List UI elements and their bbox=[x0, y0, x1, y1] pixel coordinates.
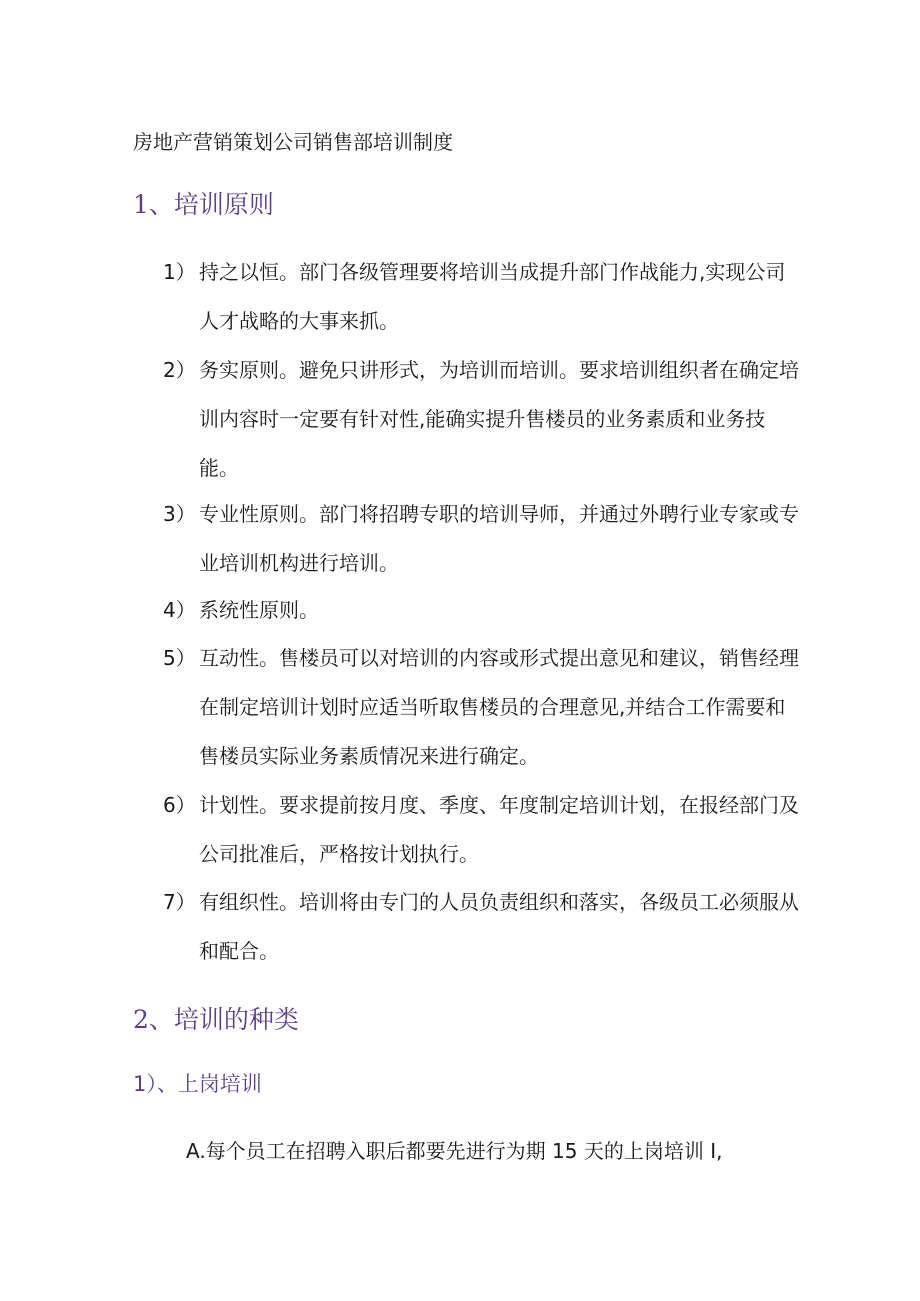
paragraph-onboarding: A.每个员工在招聘入职后都要先进行为期 15 天的上岗培训 I, bbox=[186, 1139, 723, 1163]
list-item-text: 务实原则。避免只讲形式，为培训而培训。要求培训组织者在确定培训内容时一定要有针对性,能确实提升售楼员的业务素质和业务技能。 bbox=[199, 358, 799, 480]
list-item bbox=[163, 634, 803, 781]
section-heading-types: 2、培训的种类 bbox=[133, 1005, 299, 1034]
list-item-number: 5） bbox=[163, 646, 196, 670]
list-item bbox=[163, 490, 803, 588]
list-item-text: 专业性原则。部门将招聘专职的培训导师，并通过外聘行业专家或专业培训机构进行培训。 bbox=[199, 502, 799, 575]
list-item-number: 3） bbox=[163, 502, 196, 526]
section-heading-principles: 1、培训原则 bbox=[133, 190, 274, 219]
list-item-text: 系统性原则。 bbox=[199, 598, 319, 622]
list-item-text: 互动性。售楼员可以对培训的内容或形式提出意见和建议，销售经理在制定培训计划时应适当听取售楼员的合理意见,并结合工作需要和售楼员实际业务素质情况来进行确定。 bbox=[199, 646, 799, 768]
list-item-number: 6） bbox=[163, 793, 196, 817]
list-item-number: 2） bbox=[163, 358, 196, 382]
list-item-number: 7） bbox=[163, 890, 196, 914]
list-item-text: 计划性。要求提前按月度、季度、年度制定培训计划，在报经部门及公司批准后，严格按计划执行。 bbox=[199, 793, 799, 866]
list-item bbox=[163, 346, 803, 493]
list-item-text: 有组织性。培训将由专门的人员负责组织和落实，各级员工必须服从和配合。 bbox=[199, 890, 799, 963]
list-item bbox=[163, 781, 803, 879]
list-item-number: 4） bbox=[163, 598, 196, 622]
list-item bbox=[163, 878, 803, 976]
list-item bbox=[163, 248, 803, 346]
sub-heading-onboarding: 1）、上岗培训 bbox=[133, 1072, 262, 1096]
list-item-number: 1） bbox=[163, 260, 196, 284]
list-item bbox=[163, 586, 803, 635]
list-item-text: 持之以恒。部门各级管理要将培训当成提升部门作战能力,实现公司人才战略的大事来抓。 bbox=[199, 260, 786, 333]
document-title: 房地产营销策划公司销售部培训制度 bbox=[133, 130, 453, 154]
